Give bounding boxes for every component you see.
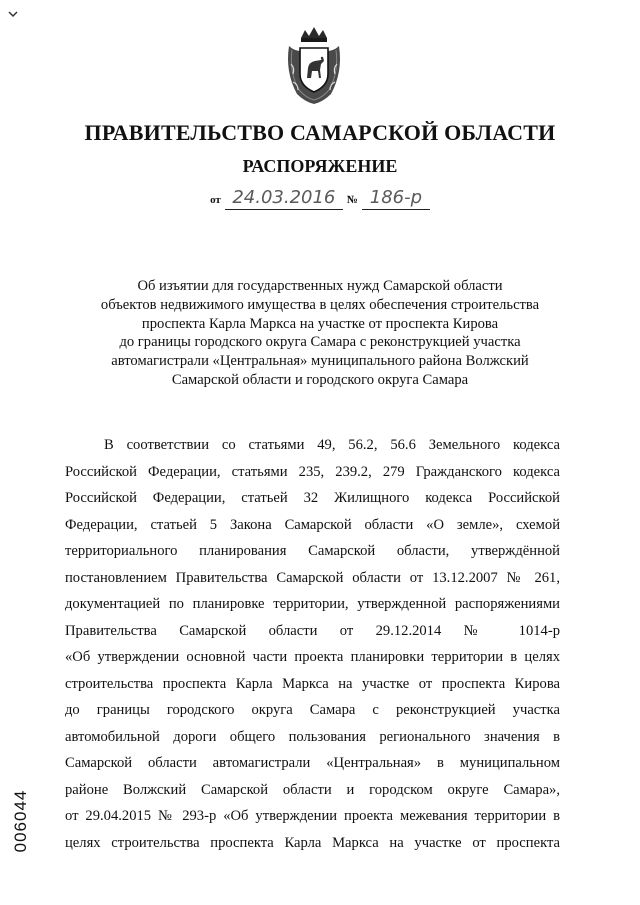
body-line: Федерации, статьей 5 Закона Самарской области «О земле», схемой [65, 516, 560, 533]
subject-line: до границы городского округа Самара с реконструкцией участка [119, 334, 521, 351]
document-type: РАСПОРЯЖЕНИЕ [242, 156, 398, 176]
government-title: ПРАВИТЕЛЬСТВО САМАРСКОЙ ОБЛАСТИ [84, 120, 556, 145]
body-line: документацией по планировке территории, утвержденной распоряжениями [65, 596, 560, 612]
body-line: от 29.04.2015 № 293-р «Об утверждении проекта межевания территории в [65, 808, 560, 824]
subject-line: автомагистрали «Центральная» муниципального района Волжский [111, 353, 529, 370]
number-prefix: № [346, 194, 358, 206]
body-line: Самарской области автомагистрали «Центральная» в муниципальном [65, 755, 560, 771]
body-line: строительства проспекта Карла Маркса на участке от проспекта Кирова [65, 675, 560, 692]
date-prefix: от [210, 194, 221, 206]
subject-line: Об изъятии для государственных нужд Самарской области [137, 278, 503, 294]
document-subject [60, 277, 580, 390]
side-registration-number: 006044 [11, 789, 30, 853]
coat-of-arms-icon [283, 24, 345, 106]
date-number-line [0, 188, 640, 218]
body-line: районе Волжский Самарской области и городском округе Самара», [65, 781, 560, 798]
corner-mark-icon [8, 10, 18, 18]
body-line: постановлением Правительства Самарской области от 13.12.2007 № 261, [65, 569, 560, 586]
body-line: Российской Федерации, статьей 32 Жилищного кодекса Российской [65, 490, 560, 506]
body-line: автомобильной дороги общего пользования регионального значения в [65, 728, 560, 745]
handwritten-number: 186-р [362, 188, 430, 210]
coat-of-arms-emblem [283, 24, 345, 106]
body-line: В соответствии со статьями 49, 56.2, 56.6 Земельного кодекса [104, 437, 560, 453]
subject-line: Самарской области и городского округа Самара [171, 371, 469, 388]
subject-line: объектов недвижимого имущества в целях обеспечения строительства [100, 296, 540, 313]
body-line: «Об утверждении основной части проекта планировки территории в целях [65, 649, 560, 665]
handwritten-date: 24.03.2016 [225, 188, 343, 210]
document-body [65, 432, 560, 856]
body-line: до границы городского округа Самара с реконструкцией участка [65, 702, 560, 718]
subject-line: проспекта Карла Маркса на участке от проспекта Кирова [141, 315, 499, 332]
body-line: территориального планирования Самарской области, утверждённой [65, 543, 560, 559]
body-line: целях строительства проспекта Карла Маркса на участке от проспекта [65, 834, 560, 851]
body-line: Российской Федерации, статьями 235, 239.2, 279 Гражданского кодекса [65, 463, 560, 480]
body-line: Правительства Самарской области от 29.12.2014 № 1014-р [65, 622, 560, 639]
